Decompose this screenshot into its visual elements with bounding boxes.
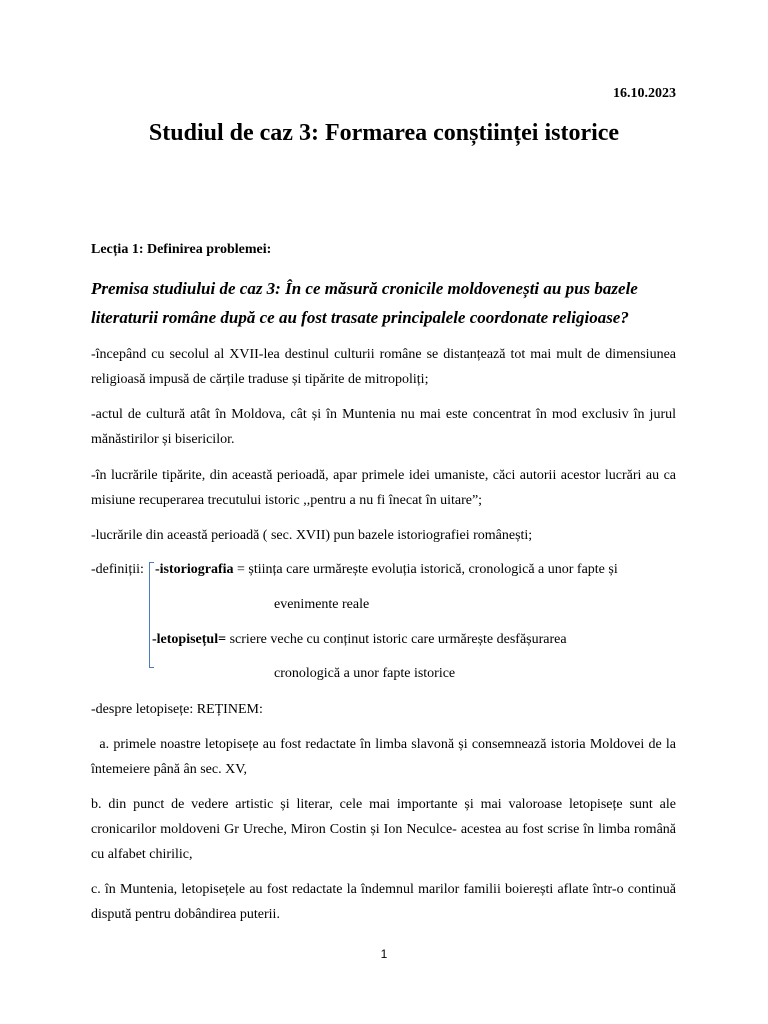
definitions-bracket — [149, 562, 154, 668]
page-title: Studiul de caz 3: Formarea conștiinței istorice — [148, 120, 620, 146]
definition-term: -istoriografia — [155, 562, 234, 577]
paragraph-4: -lucrările din această perioadă ( sec. XVII) pun bazele istoriografiei românești; — [91, 528, 533, 543]
definition-letopisetul — [152, 627, 567, 652]
document-date: 16.10.2023 — [613, 86, 676, 101]
definition-continuation: evenimente reale — [274, 597, 370, 612]
definitions-intro: -definiții: — [91, 562, 144, 577]
definition-continuation: cronologică a unor fapte istorice — [274, 666, 456, 681]
premise-question: Premisa studiului de caz 3: În ce măsură cronicile moldovenești au pus bazele literaturii române după ce au fost trasate principalele coordonate religioase? — [91, 279, 638, 327]
definition-term: -letopisețul= — [152, 632, 227, 647]
page-number: 1 — [380, 947, 388, 961]
definition-text: = știința care urmărește evoluția istorică, cronologică a unor fapte și — [233, 562, 618, 577]
paragraph-3: -în lucrările tipărite, din această perioadă, apar primele idei umaniste, căci autorii acestor lucrări au ca misiune recuperarea trecutului istoric ,,pentru a nu fi înecat în uitare”; — [91, 468, 676, 508]
paragraph-2: -actul de cultură atât în Moldova, cât și în Muntenia nu mai este concentrat în mod exclusiv în jurul mănăstirilor și bisericilor. — [91, 407, 676, 447]
point-a: a. primele noastre letopisețe au fost redactate în limba slavonă și consemnează istoria Moldovei de la întemeiere până ân sec. XV, — [91, 737, 680, 777]
point-b: b. din punct de vedere artistic și literar, cele mai importante și mai valoroase letopisețe sunt ale cronicarilor moldoveni Gr Ureche, Miron Costin și Ion Neculce- acestea au fost scrise în limba română cu alfabet chirilic, — [91, 797, 676, 862]
retinem-heading: -despre letopisețe: REȚINEM: — [91, 702, 263, 717]
definition-text: scriere veche cu conținut istoric care urmărește desfășurarea — [226, 632, 567, 647]
paragraph-1: -începând cu secolul al XVII-lea destinul culturii române se distanțează tot mai mult de dimensiunea religioasă impusă de cărțile traduse și tipărite de mitropoliți; — [91, 347, 676, 387]
point-c: c. în Muntenia, letopisețele au fost redactate la îndemnul marilor familii boierești aflate într-o continuă dispută pentru dobândirea puterii. — [91, 882, 676, 922]
lesson-heading: Lecția 1: Definirea problemei: — [91, 242, 272, 257]
definition-istoriografia — [155, 557, 618, 582]
